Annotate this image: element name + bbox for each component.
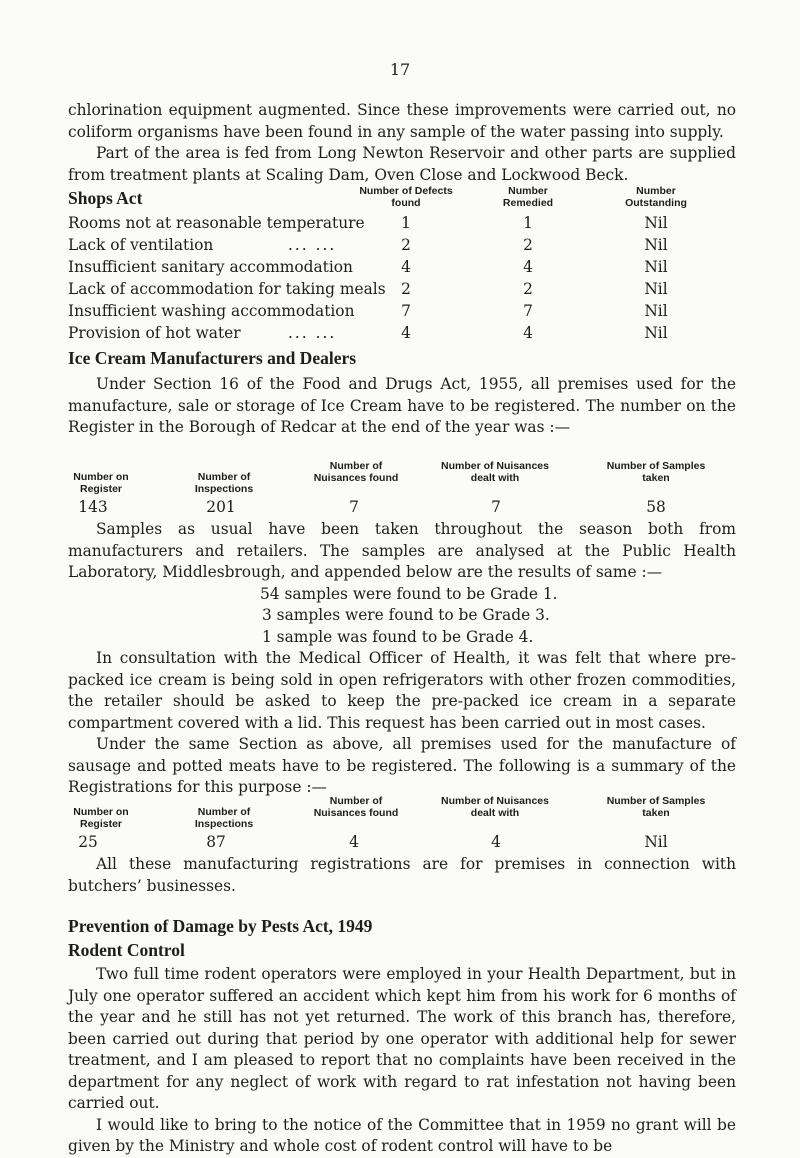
outstanding-value: Nil [644, 258, 668, 276]
pests-paragraph-1: Two full time rodent operators were employed in your Health Department, but in July one operator suffered an accident which kept him from his work for 6 months of the year and he still has not yet returned. The work of this branch has, therefore, been carried out during that period by one operator with additional help for sewer treatment, and I am pleased to report that no complaints have been received in the department for any neglect of work with regard to rat infestation not having been carried out. [68, 965, 736, 1112]
header-number-on-register: Number on Register [73, 806, 129, 830]
leader-dots: ... ... [288, 324, 337, 342]
outstanding-value: Nil [644, 214, 668, 232]
inspections-value: 201 [206, 498, 236, 516]
nuisances-found-value: 7 [349, 498, 359, 516]
header-nuisances-found: Number of Nuisances found [313, 460, 399, 484]
rodent-control-heading: Rodent Control [68, 940, 185, 960]
col-header-remedied: Number Remedied [502, 185, 554, 209]
remedied-value: 7 [523, 302, 533, 320]
row-label: Insufficient washing accommodation [68, 302, 355, 320]
header-nuisances-dealt-with: Number of Nuisances dealt with [441, 460, 549, 484]
ice-cream-register-table [68, 460, 736, 516]
nuisances-dealt-value: 7 [491, 498, 501, 516]
butchers-section [68, 854, 736, 897]
ice-cream-results-section [68, 519, 736, 799]
outstanding-value: Nil [644, 236, 668, 254]
nuisances-found-value: 4 [349, 833, 359, 851]
remedied-value: 2 [523, 236, 533, 254]
pests-section [68, 914, 736, 1158]
intro-paragraph-1: chlorination equipment augmented. Since these improvements were carried out, no coliform organisms have been found in any sample of the water passing into supply. [68, 101, 736, 141]
remedied-value: 1 [523, 214, 533, 232]
remedied-value: 4 [523, 324, 533, 342]
shops-act-section [68, 185, 736, 342]
grade-result-item: 54 samples were found to be Grade 1. [260, 584, 558, 603]
table-row [68, 323, 736, 345]
table-row [68, 832, 736, 854]
ice-cream-paragraph-4: Under the same Section as above, all premises used for the manufacture of sausage and potted meats have to be registered. The following is a summary of the Registrations for this purpose :— [68, 735, 736, 796]
grade-results-list [68, 584, 736, 649]
defects-found-value: 7 [401, 302, 411, 320]
leader-dots: ... ... [288, 236, 337, 254]
table-row [68, 257, 736, 279]
defects-found-value: 4 [401, 258, 411, 276]
ice-cream-heading: Ice Cream Manufacturers and Dealers [68, 348, 357, 368]
defects-found-value: 2 [401, 236, 411, 254]
header-samples-taken: Number of Samples taken [606, 795, 706, 819]
col-header-outstanding: Number Outstanding [625, 185, 687, 209]
grade-result-item: 1 sample was found to be Grade 4. [262, 627, 534, 646]
table-row [68, 497, 736, 519]
row-label: Insufficient sanitary accommodation [68, 258, 353, 276]
outstanding-value: Nil [644, 302, 668, 320]
header-nuisances-dealt-with: Number of Nuisances dealt with [441, 795, 549, 819]
register-value: 143 [78, 498, 108, 516]
ice-cream-section [68, 347, 736, 439]
header-nuisances-found: Number of Nuisances found [313, 795, 399, 819]
intro-section [68, 100, 736, 186]
nuisances-dealt-value: 4 [491, 833, 501, 851]
samples-taken-value: Nil [644, 833, 668, 851]
header-number-of-inspections: Number of Inspections [194, 471, 254, 495]
header-samples-taken: Number of Samples taken [606, 460, 706, 484]
row-label: Provision of hot water [68, 324, 241, 342]
table-row [68, 279, 736, 301]
table-row [68, 213, 736, 235]
page-number: 17 [389, 60, 411, 79]
shops-act-heading: Shops Act [68, 188, 143, 208]
defects-found-value: 4 [401, 324, 411, 342]
row-label: Rooms not at reasonable temperature [68, 214, 365, 232]
intro-paragraph-2: Part of the area is fed from Long Newton Reservoir and other parts are supplied from treatment plants at Scaling Dam, Oven Close and Lockwood Beck. [68, 144, 736, 184]
row-label: Lack of accommodation for taking meals [68, 280, 386, 298]
outstanding-value: Nil [644, 280, 668, 298]
ice-cream-paragraph-5: All these manufacturing registrations are for premises in connection with butchers’ businesses. [68, 855, 736, 895]
col-header-defects-found: Number of Defects found [359, 185, 453, 209]
pests-act-heading: Prevention of Damage by Pests Act, 1949 [68, 916, 373, 936]
row-label: Lack of ventilation [68, 236, 214, 254]
pests-paragraph-2: I would like to bring to the notice of the Committee that in 1959 no grant will be given by the Ministry and whole cost of rodent control will have to be [68, 1115, 736, 1155]
inspections-value: 87 [206, 833, 226, 851]
register-value: 25 [78, 833, 98, 851]
outstanding-value: Nil [644, 324, 668, 342]
ice-cream-paragraph-3: In consultation with the Medical Officer of Health, it was felt that where pre-packed ice cream is being sold in open refrigerators with other frozen commodities, the retailer should be asked to keep the pre-packed ice cream in a separate compartment covered with a lid. This request has been carried out in most cases. [68, 649, 736, 732]
samples-taken-value: 58 [646, 498, 666, 516]
grade-result-item: 3 samples were found to be Grade 3. [262, 606, 550, 624]
header-number-of-inspections: Number of Inspections [194, 806, 254, 830]
header-number-on-register: Number on Register [73, 471, 129, 495]
ice-cream-paragraph-1: Under Section 16 of the Food and Drugs Act, 1955, all premises used for the manufacture, sale or storage of Ice Cream have to be registered. The number on the Register in the Borough of Redcar at the end of the year was :— [68, 375, 736, 436]
table-row [68, 235, 736, 257]
remedied-value: 2 [523, 280, 533, 298]
sausage-register-table [68, 795, 736, 851]
defects-found-value: 2 [401, 280, 411, 298]
remedied-value: 4 [523, 258, 533, 276]
ice-cream-paragraph-2: Samples as usual have been taken throughout the season both from manufacturers and retailers. The samples are analysed at the Public Health Laboratory, Middlesbrough, and appended below are the results of same :— [68, 520, 736, 581]
table-row [68, 301, 736, 323]
defects-found-value: 1 [401, 214, 411, 232]
